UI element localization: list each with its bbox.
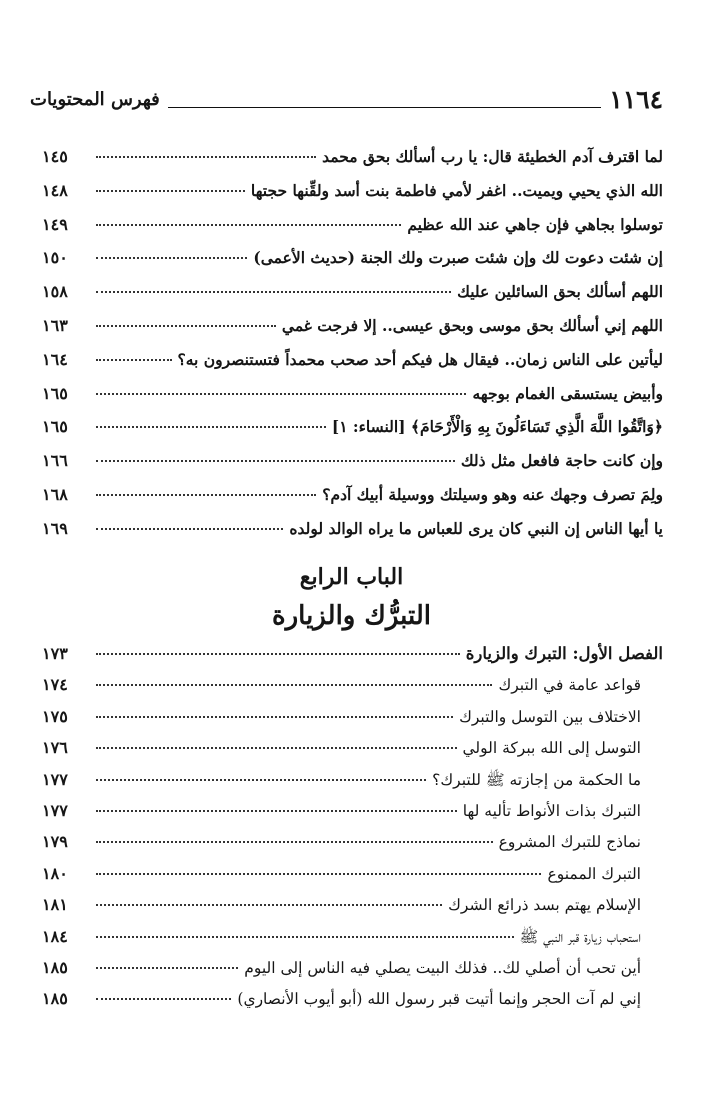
toc-entry-page: ١٥٠ bbox=[42, 248, 68, 268]
toc-entry bbox=[42, 140, 663, 174]
dot-leader bbox=[96, 840, 493, 843]
toc-entry-page: ١٦٣ bbox=[42, 315, 68, 335]
chapter-label: الباب الرابع bbox=[299, 564, 404, 590]
toc-subentry bbox=[42, 921, 663, 952]
toc-entry-title: إن شئت دعوت لك وإن شئت صبرت ولك الجنة (حديث الأعمى) bbox=[253, 248, 663, 268]
toc-entry bbox=[42, 343, 663, 377]
dot-leader bbox=[96, 290, 451, 293]
toc-entry bbox=[42, 275, 663, 309]
dot-leader bbox=[96, 872, 541, 875]
toc-entry-title: ﴿وَاتَّقُوا اللَّهَ الَّذِي تَسَاءَلُونَ بِهِ وَالْأَرْحَامَ﴾ [النساء: ١] bbox=[331, 417, 663, 437]
toc-entry-title: وأبيض يستسقى الغمام بوجهه bbox=[472, 383, 663, 403]
toc-entry-page: ١٤٩ bbox=[42, 214, 68, 234]
toc-entry-page: ١٥٨ bbox=[42, 282, 68, 302]
toc-entry-page: ١٧٦ bbox=[42, 738, 68, 758]
toc-entry-page: ١٧٧ bbox=[42, 769, 68, 789]
toc-entry bbox=[42, 377, 663, 411]
dot-leader bbox=[96, 652, 460, 655]
toc-entry-page: ١٧٧ bbox=[42, 800, 68, 820]
toc-entry-title: لما اقترف آدم الخطيئة قال: يا رب أسألك بحق محمد bbox=[322, 147, 663, 166]
toc-entry-page: ١٨٠ bbox=[42, 863, 68, 883]
toc-entry-title: يا أيها الناس إن النبي كان يرى للعباس ما يراه الوالد لولده bbox=[289, 518, 663, 538]
toc-entry bbox=[42, 444, 663, 478]
toc-entry bbox=[42, 309, 663, 343]
toc-subentry bbox=[42, 732, 663, 763]
toc-entry-title: توسلوا بجاهي فإن جاهي عند الله عظيم bbox=[407, 214, 663, 234]
toc-entry-title: الاختلاف بين التوسل والتبرك bbox=[459, 707, 641, 726]
toc-entry-page: ١٦٦ bbox=[42, 451, 68, 471]
toc-entry-title: وإن كانت حاجة فافعل مثل ذلك bbox=[460, 451, 663, 471]
toc-entry-title: الإسلام يهتم بسد ذرائع الشرك bbox=[448, 896, 641, 915]
toc-section-title: الفصل الأول: التبرك والزيارة bbox=[465, 644, 663, 663]
toc-entry-title: نماذج للتبرك المشروع bbox=[498, 833, 641, 852]
dot-leader bbox=[96, 425, 326, 428]
toc-entry-title: قواعد عامة في التبرك bbox=[498, 676, 641, 695]
page-header bbox=[30, 86, 663, 114]
dot-leader bbox=[96, 683, 492, 686]
dot-leader bbox=[96, 392, 466, 395]
toc-entry-title: اللهم إني أسألك بحق موسى وبحق عيسى.. إلا فرجت غمي bbox=[281, 315, 663, 335]
dot-leader bbox=[96, 223, 401, 226]
toc-entry-title: استحباب زيارة قبر النبي ﷺ bbox=[519, 927, 641, 946]
dot-leader bbox=[96, 903, 442, 906]
toc-entry bbox=[42, 174, 663, 208]
dot-leader bbox=[96, 155, 316, 158]
toc-entry bbox=[42, 478, 663, 512]
dot-leader bbox=[96, 324, 276, 327]
toc-subentry bbox=[42, 764, 663, 795]
toc-section-entry bbox=[42, 638, 663, 669]
dot-leader bbox=[96, 715, 453, 718]
toc-entry-title: إني لم آت الحجر وإنما أتيت قبر رسول الله (أبو أيوب الأنصاري) bbox=[237, 990, 641, 1009]
toc-entry bbox=[42, 410, 663, 444]
toc-list-chapter bbox=[42, 638, 663, 1015]
toc-subentry bbox=[42, 669, 663, 700]
toc-subentry bbox=[42, 889, 663, 920]
chapter-heading bbox=[40, 560, 663, 636]
toc-subentry bbox=[42, 983, 663, 1014]
toc-entry-page: ١٦٩ bbox=[42, 518, 68, 538]
dot-leader bbox=[96, 493, 316, 496]
toc-entry-title: أين تحب أن أصلي لك.. فذلك البيت يصلي فيه الناس إلى اليوم bbox=[244, 958, 641, 977]
toc-entry-page: ١٧٥ bbox=[42, 706, 68, 726]
toc-entry-page: ١٤٥ bbox=[42, 147, 68, 166]
toc-entry-title: ليأتين على الناس زمان.. فيقال هل فيكم أحد صحب محمداً فتستنصرون به؟ bbox=[177, 349, 663, 369]
toc-entry-title: التوسل إلى الله ببركة الولي bbox=[462, 739, 641, 758]
dot-leader bbox=[96, 256, 247, 259]
dot-leader bbox=[96, 527, 283, 530]
page-number: ١١٦٤ bbox=[609, 85, 663, 114]
toc-entry-page: ١٨٤ bbox=[42, 926, 68, 946]
toc-entry-title: الله الذي يحيي ويميت.. اغفر لأمي فاطمة بنت أسد ولقِّنها حجتها bbox=[250, 180, 663, 200]
toc-entry-page: ١٦٥ bbox=[42, 383, 68, 403]
toc-subentry bbox=[42, 952, 663, 983]
running-title: فهرس المحتويات bbox=[30, 89, 160, 110]
dot-leader bbox=[96, 459, 455, 462]
toc-entry-page: ١٦٨ bbox=[42, 484, 68, 504]
toc-entry-title: التبرك الممنوع bbox=[547, 864, 641, 883]
toc-entry bbox=[42, 512, 663, 546]
toc-entry-title: ما الحكمة من إجازته ﷺ للتبرك؟ bbox=[432, 770, 641, 789]
toc-entry-title: ولِمَ تصرف وجهك عنه وهو وسيلتك ووسيلة أبيك آدم؟ bbox=[322, 484, 663, 504]
toc-entry-page: ١٨١ bbox=[42, 895, 68, 915]
toc-entry-page: ١٧٤ bbox=[42, 675, 68, 695]
toc-entry-page: ١٦٤ bbox=[42, 349, 68, 369]
dot-leader bbox=[96, 966, 238, 969]
toc-subentry bbox=[42, 701, 663, 732]
toc-entry-page: ١٦٥ bbox=[42, 417, 68, 437]
header-rule bbox=[168, 107, 602, 108]
toc-entry-page: ١٤٨ bbox=[42, 180, 68, 200]
toc-subentry bbox=[42, 858, 663, 889]
dot-leader bbox=[96, 358, 172, 361]
toc-entry-title: التبرك بذات الأنواط تأليه لها bbox=[462, 801, 641, 820]
toc-entry-page: ١٧٩ bbox=[42, 832, 68, 852]
toc-list bbox=[42, 140, 663, 546]
toc-entry-title: اللهم أسألك بحق السائلين عليك bbox=[457, 282, 663, 302]
toc-entry-page: ١٨٥ bbox=[42, 989, 68, 1009]
toc-entry-page: ١٨٥ bbox=[42, 957, 68, 977]
toc-subentry bbox=[42, 795, 663, 826]
dot-leader bbox=[96, 809, 457, 812]
dot-leader bbox=[96, 935, 514, 938]
dot-leader bbox=[96, 189, 245, 192]
toc-entry bbox=[42, 241, 663, 275]
chapter-title: التبرُّك والزيارة bbox=[271, 601, 432, 631]
toc-entry bbox=[42, 208, 663, 242]
toc-subentry bbox=[42, 826, 663, 857]
dot-leader bbox=[96, 778, 426, 781]
toc-entry-page: ١٧٣ bbox=[42, 644, 68, 663]
dot-leader bbox=[96, 997, 231, 1000]
dot-leader bbox=[96, 746, 457, 749]
